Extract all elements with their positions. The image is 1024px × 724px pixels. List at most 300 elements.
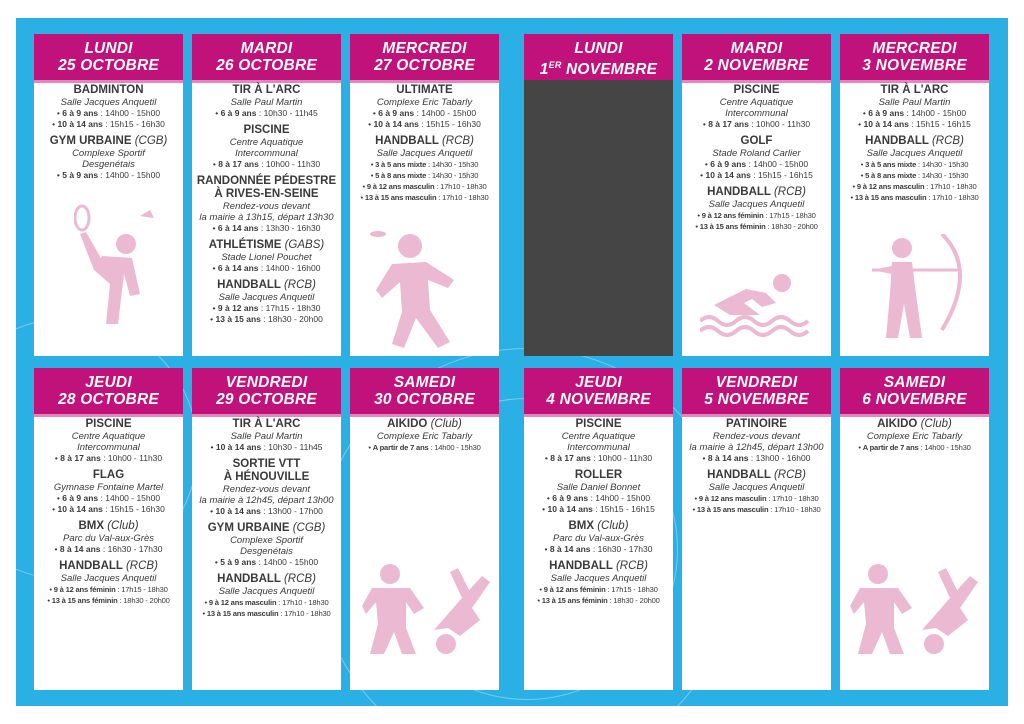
time-slot: • 6 à 14 ans : 13h30 - 16h30 (212, 223, 321, 233)
activity-name (684, 84, 829, 97)
day-card (192, 34, 341, 356)
slot-age: 9 à 12 ans masculin (366, 182, 435, 191)
slot-age: 6 à 9 ans (62, 493, 99, 503)
activity-name (526, 418, 671, 431)
activity-place: Desgenétais (240, 546, 293, 557)
time-slot: • 8 à 17 ans : 10h00 - 11h30 (544, 453, 653, 463)
activity-club: (Club) (920, 418, 952, 430)
activity-name (194, 522, 339, 535)
activity-title: GYM URBAINE (207, 522, 290, 534)
activity (194, 418, 339, 453)
time-slot: • 6 à 9 ans : 10h30 - 11h45 (215, 108, 318, 118)
slot-age: 5 à 8 ans mixte (375, 171, 427, 180)
slot-time: : 17h10 - 18h30 (768, 505, 821, 514)
activity-title: GOLF (740, 135, 773, 147)
time-slot: • 13 à 15 ans masculin : 17h10 - 18h30 (692, 505, 821, 514)
time-slot: • 13 à 15 ans : 18h30 - 20h00 (210, 314, 323, 324)
time-slot: • 10 à 14 ans : 15h15 - 16h15 (858, 119, 971, 129)
day-name: MARDI (240, 40, 293, 57)
activity-title: RANDONNÉE PÉDESTRE (196, 175, 337, 187)
time-slot: • 5 à 8 ans mixte : 14h30 - 15h30 (370, 171, 479, 180)
day-date: 28 OCTOBRE (58, 391, 159, 408)
activity-title: PISCINE (733, 84, 780, 96)
activity-place: Salle Jacques Anquetil (866, 148, 963, 159)
slot-time: : 10h30 - 11h45 (261, 442, 323, 452)
slot-time: : 13h30 - 16h30 (258, 223, 321, 233)
day-card (840, 34, 989, 356)
slot-age: A partir de 7 ans (862, 443, 919, 452)
slot-age: 8 à 14 ans (549, 544, 591, 554)
slot-age: 8 à 17 ans (708, 119, 749, 129)
activity-club: (RCB) (283, 279, 316, 291)
time-slot: • 10 à 14 ans : 15h15 - 16h30 (52, 119, 165, 129)
time-slot: • 9 à 12 ans masculin : 17h10 - 18h30 (204, 598, 329, 607)
activity-place: Salle Daniel Bonnet (556, 482, 641, 493)
day-header (192, 368, 341, 414)
time-slot: • A partir de 7 ans : 14h00 - 15h30 (368, 443, 481, 452)
archery-icon (862, 234, 972, 344)
activity (526, 418, 671, 464)
activity-place: Salle Jacques Anquetil (218, 292, 315, 303)
activity-title: HANDBALL (707, 186, 771, 198)
activity-place: Rendez-vous devant (222, 201, 311, 212)
time-slot: • 6 à 9 ans : 14h00 - 15h00 (546, 493, 651, 503)
day-name: MERCREDI (382, 40, 467, 57)
activity (684, 84, 829, 130)
slot-time: : 14h00 - 15h00 (256, 557, 319, 567)
day-date: 26 OCTOBRE (216, 57, 317, 74)
activity-club: (RCB) (441, 135, 474, 147)
time-slot: • 13 à 15 ans féminin : 18h30 - 20h00 (537, 596, 660, 605)
activity-title: HANDBALL (217, 573, 281, 585)
activity (36, 520, 181, 555)
activity-title-line2: À HÉNOUVILLE (223, 471, 310, 483)
slot-time: : 16h30 - 17h30 (100, 544, 163, 554)
time-slot: • 13 à 15 ans féminin : 18h30 - 20h00 (695, 222, 818, 231)
activity-club: (Club) (597, 520, 629, 532)
slot-age: 6 à 14 ans (217, 223, 259, 233)
slot-time: : 18h30 - 20h00 (765, 222, 818, 231)
activity-name (194, 175, 339, 188)
slot-age: 13 à 15 ans masculin (696, 505, 769, 514)
activity-club: (RCB) (125, 560, 158, 572)
slot-time: : 14h00 - 15h00 (904, 108, 967, 118)
activity-club: (RCB) (931, 135, 964, 147)
swimming-icon (700, 269, 810, 339)
time-slot: • 10 à 14 ans : 10h30 - 11h45 (210, 442, 323, 452)
activity (684, 135, 829, 181)
day-header (524, 34, 673, 80)
activity (36, 135, 181, 181)
day-name: JEUDI (85, 374, 132, 391)
slot-age: 10 à 14 ans (863, 119, 909, 129)
day-header (34, 34, 183, 80)
day-date: 1ER NOVEMBRE (539, 60, 658, 79)
slot-time: : 14h00 - 15h00 (98, 108, 161, 118)
closed-day-panel (524, 80, 673, 356)
activity-name (684, 135, 829, 148)
activity (352, 84, 497, 130)
slot-time: : 15h15 - 16h30 (102, 504, 165, 514)
day-date: 6 NOVEMBRE (862, 391, 967, 408)
day-card-closed (524, 34, 673, 356)
slot-age: 8 à 14 ans (707, 453, 749, 463)
slot-time: : 17h10 - 18h30 (926, 193, 979, 202)
activity-name (194, 573, 339, 586)
activity-place: Centre Aquatique (229, 137, 304, 148)
activity-title: HANDBALL (707, 469, 771, 481)
activity-place: Desgenétais (82, 159, 135, 170)
activity-place: la mairie à 12h45, départ 13h00 (689, 442, 824, 453)
activity-title: PISCINE (575, 418, 622, 430)
slot-time: : 15h15 - 16h15 (592, 504, 655, 514)
activity-title: HANDBALL (217, 279, 281, 291)
activity-title: FLAG (92, 469, 125, 481)
activity-place: Gymnase Fontaine Martel (53, 482, 164, 493)
slot-time: : 14h00 - 16h00 (258, 263, 321, 273)
activity (842, 135, 987, 203)
time-slot: • 10 à 14 ans : 15h15 - 16h15 (542, 504, 655, 514)
activity (194, 239, 339, 274)
slot-time: : 13h00 - 16h00 (748, 453, 811, 463)
slot-age: 9 à 12 ans masculin (856, 182, 925, 191)
activity-club: (GABS) (284, 239, 325, 251)
time-slot: • 9 à 12 ans masculin : 17h10 - 18h30 (694, 494, 819, 503)
time-slot: • 13 à 15 ans masculin : 17h10 - 18h30 (202, 609, 331, 618)
time-slot: • 8 à 14 ans : 16h30 - 17h30 (54, 544, 163, 554)
activity-name (36, 84, 181, 97)
activity (194, 84, 339, 119)
slot-age: 10 à 14 ans (373, 119, 419, 129)
slot-age: 9 à 12 ans féminin (701, 211, 764, 220)
badminton-icon (74, 204, 164, 344)
slot-time: : 17h10 - 18h30 (434, 182, 487, 191)
activity (194, 279, 339, 325)
time-slot: • 10 à 14 ans : 13h00 - 17h00 (210, 506, 323, 516)
activity-place: Rendez-vous devant (222, 484, 311, 495)
activity-place: Parc du Val-aux-Grès (553, 533, 644, 544)
activity-place: Stade Lionel Pouchet (221, 252, 312, 263)
slot-age: 5 à 9 ans (220, 557, 257, 567)
activity-name (352, 84, 497, 97)
time-slot: • 6 à 14 ans : 14h00 - 16h00 (212, 263, 321, 273)
activity-club: (CGB) (292, 522, 326, 534)
slot-age: 5 à 8 ans mixte (865, 171, 917, 180)
activity-name (526, 469, 671, 482)
activity (352, 418, 497, 453)
activity-place: la mairie à 13h15, départ 13h30 (199, 212, 334, 223)
day-name: JEUDI (575, 374, 622, 391)
time-slot: • 8 à 17 ans : 10h00 - 11h30 (702, 119, 811, 129)
day-card (34, 368, 183, 690)
slot-time: : 17h15 - 18h30 (605, 585, 658, 594)
slot-time: : 14h00 - 15h30 (918, 443, 971, 452)
activity-name (36, 560, 181, 573)
day-date: 3 NOVEMBRE (862, 57, 967, 74)
activity (36, 560, 181, 606)
activity-name (526, 560, 671, 573)
slot-age: 10 à 14 ans (215, 506, 261, 516)
slot-time: : 14h00 - 15h00 (98, 170, 161, 180)
slot-time: : 18h30 - 20h00 (607, 596, 660, 605)
day-header (524, 368, 673, 414)
activity-name (352, 135, 497, 148)
slot-age: 8 à 17 ans (218, 159, 259, 169)
activity-title: BMX (78, 520, 105, 532)
slot-age: 9 à 12 ans masculin (208, 598, 277, 607)
day-card (350, 368, 499, 690)
slot-age: 3 à 5 ans mixte (865, 160, 917, 169)
slot-age: 13 à 15 ans féminin (699, 222, 766, 231)
activity-title: AIKIDO (877, 418, 918, 430)
slot-time: : 14h30 - 15h30 (916, 160, 969, 169)
time-slot: • 8 à 14 ans : 13h00 - 16h00 (702, 453, 811, 463)
slot-age: 13 à 15 ans masculin (364, 193, 437, 202)
activity-title: ULTIMATE (396, 84, 453, 96)
aikido-icon (362, 558, 492, 658)
day-name: LUNDI (574, 40, 623, 57)
slot-time: : 17h10 - 18h30 (278, 609, 331, 618)
activity-title: PISCINE (85, 418, 132, 430)
activity (526, 520, 671, 555)
slot-time: : 10h00 - 11h30 (590, 453, 653, 463)
slot-age: 10 à 14 ans (57, 504, 103, 514)
time-slot: • 9 à 12 ans masculin : 17h10 - 18h30 (362, 182, 487, 191)
activity-title: TIR À L'ARC (232, 84, 301, 96)
time-slot: • 13 à 15 ans féminin : 18h30 - 20h00 (47, 596, 170, 605)
day-date: 25 OCTOBRE (58, 57, 159, 74)
calendar-frame (16, 18, 1008, 706)
activity-place: Salle Jacques Anquetil (60, 573, 157, 584)
day-header (840, 34, 989, 80)
activity-name (194, 279, 339, 292)
slot-age: 6 à 9 ans (552, 493, 589, 503)
time-slot: • 8 à 14 ans : 16h30 - 17h30 (544, 544, 653, 554)
day-name: LUNDI (84, 40, 133, 57)
activity-place: Intercommunal (77, 442, 140, 453)
activity-place: Salle Jacques Anquetil (218, 586, 315, 597)
day-header (350, 34, 499, 80)
activity-club: (RCB) (615, 560, 648, 572)
activity-club: (RCB) (773, 186, 806, 198)
activity-place: Intercommunal (567, 442, 630, 453)
activity (684, 469, 829, 515)
time-slot: • 5 à 9 ans : 14h00 - 15h00 (56, 170, 161, 180)
day-date: 27 OCTOBRE (374, 57, 475, 74)
activity-club: (CGB) (134, 135, 168, 147)
activity (842, 84, 987, 130)
day-header (840, 368, 989, 414)
day-card (682, 368, 831, 690)
activity-name (36, 520, 181, 533)
day-header (682, 368, 831, 414)
day-name: MERCREDI (872, 40, 957, 57)
slot-time: : 17h15 - 18h30 (763, 211, 816, 220)
activity-title: HANDBALL (59, 560, 123, 572)
slot-time: : 15h15 - 16h15 (750, 170, 813, 180)
activity-name (842, 135, 987, 148)
slot-time: : 15h15 - 16h15 (908, 119, 971, 129)
slot-age: 10 à 14 ans (705, 170, 751, 180)
activity-place: Salle Paul Martin (878, 97, 951, 108)
time-slot: • 10 à 14 ans : 15h15 - 16h30 (368, 119, 481, 129)
slot-time: : 10h30 - 11h45 (256, 108, 318, 118)
activity-title: HANDBALL (375, 135, 439, 147)
slot-age: A partir de 7 ans (372, 443, 429, 452)
slot-time: : 17h10 - 18h30 (924, 182, 977, 191)
activity-place: Complexe Sportif (230, 535, 303, 546)
activity-place: Salle Jacques Anquetil (550, 573, 647, 584)
activity (684, 186, 829, 232)
activity-place: Centre Aquatique (561, 431, 636, 442)
day-card (682, 34, 831, 356)
day-name: MARDI (730, 40, 783, 57)
day-card (350, 34, 499, 356)
slot-time: : 10h00 - 11h30 (748, 119, 811, 129)
slot-age: 13 à 15 ans (215, 314, 261, 324)
day-name: SAMEDI (883, 374, 946, 391)
activity-place: Complexe Eric Tabarly (866, 431, 963, 442)
day-date: 5 NOVEMBRE (704, 391, 809, 408)
slot-time: : 10h00 - 11h30 (258, 159, 321, 169)
slot-time: : 14h30 - 15h30 (916, 171, 969, 180)
slot-age: 9 à 12 ans féminin (53, 585, 116, 594)
time-slot: • 6 à 9 ans : 14h00 - 15h00 (372, 108, 477, 118)
slot-time: : 17h15 - 18h30 (258, 303, 321, 313)
activity-title: HANDBALL (549, 560, 613, 572)
time-slot: • 8 à 17 ans : 10h00 - 11h30 (54, 453, 163, 463)
slot-age: 13 à 15 ans féminin (541, 596, 608, 605)
slot-age: 13 à 15 ans masculin (854, 193, 927, 202)
day-date: 4 NOVEMBRE (546, 391, 651, 408)
activity-name (684, 418, 829, 431)
time-slot: • 9 à 12 ans féminin : 17h15 - 18h30 (49, 585, 168, 594)
activity-title: HANDBALL (865, 135, 929, 147)
activity-place: Salle Jacques Anquetil (376, 148, 473, 159)
activity-name (842, 418, 987, 431)
slot-age: 6 à 9 ans (378, 108, 415, 118)
slot-age: 10 à 14 ans (57, 119, 103, 129)
time-slot: • 3 à 5 ans mixte : 14h30 - 15h30 (370, 160, 479, 169)
activity-title: PATINOIRE (726, 418, 787, 430)
day-card (34, 34, 183, 356)
time-slot: • 5 à 8 ans mixte : 14h30 - 15h30 (860, 171, 969, 180)
activity-name (684, 469, 829, 482)
time-slot: • 6 à 9 ans : 14h00 - 15h00 (704, 159, 809, 169)
slot-age: 10 à 14 ans (547, 504, 593, 514)
day-date: 30 OCTOBRE (374, 391, 475, 408)
slot-age: 8 à 17 ans (550, 453, 591, 463)
activity-name (194, 84, 339, 97)
activity-place: Salle Jacques Anquetil (708, 199, 805, 210)
activity (36, 469, 181, 515)
activity-name (526, 520, 671, 533)
slot-age: 8 à 14 ans (59, 544, 101, 554)
day-card (840, 368, 989, 690)
activity-place: Centre Aquatique (719, 97, 794, 108)
activity (36, 418, 181, 464)
activity-name (684, 186, 829, 199)
slot-time: : 18h30 - 20h00 (260, 314, 323, 324)
activity-place: Complexe Eric Tabarly (376, 97, 473, 108)
activity (352, 135, 497, 203)
activity (526, 560, 671, 606)
activity (194, 175, 339, 234)
time-slot: • 9 à 12 ans : 17h15 - 18h30 (212, 303, 321, 313)
slot-time: : 14h00 - 15h00 (414, 108, 477, 118)
activity (194, 124, 339, 170)
slot-age: 9 à 12 ans féminin (543, 585, 606, 594)
activity-name (194, 124, 339, 137)
activity-name (194, 239, 339, 252)
activity-place: Salle Jacques Anquetil (60, 97, 157, 108)
time-slot: • 3 à 5 ans mixte : 14h30 - 15h30 (860, 160, 969, 169)
activity-place: Stade Roland Carlier (712, 148, 801, 159)
slot-time: : 17h10 - 18h30 (766, 494, 819, 503)
activity-place: Complexe Sportif (72, 148, 145, 159)
activity-title: ROLLER (574, 469, 623, 481)
activity (842, 418, 987, 453)
activity-title: BMX (568, 520, 595, 532)
activity-title: AIKIDO (387, 418, 428, 430)
time-slot: • 10 à 14 ans : 15h15 - 16h30 (52, 504, 165, 514)
time-slot: • 5 à 9 ans : 14h00 - 15h00 (214, 557, 319, 567)
activity-place: Intercommunal (725, 108, 788, 119)
activity-place: Complexe Eric Tabarly (376, 431, 473, 442)
activity-name (842, 84, 987, 97)
slot-age: 13 à 15 ans féminin (51, 596, 118, 605)
activity-place: Parc du Val-aux-Grès (63, 533, 154, 544)
slot-age: 6 à 9 ans (868, 108, 905, 118)
time-slot: • 13 à 15 ans masculin : 17h10 - 18h30 (850, 193, 979, 202)
activity-place: Salle Jacques Anquetil (708, 482, 805, 493)
day-card (192, 368, 341, 690)
slot-age: 9 à 12 ans masculin (698, 494, 767, 503)
activity-title: PISCINE (243, 124, 290, 136)
slot-age: 10 à 14 ans (215, 442, 262, 452)
activity (684, 418, 829, 464)
activity-name (194, 418, 339, 431)
activity-place: Salle Paul Martin (230, 431, 303, 442)
activity-club: (RCB) (283, 573, 316, 585)
activity-title: GYM URBAINE (49, 135, 132, 147)
activity-name (36, 469, 181, 482)
time-slot: • 9 à 12 ans féminin : 17h15 - 18h30 (697, 211, 816, 220)
slot-age: 8 à 17 ans (60, 453, 101, 463)
day-header (350, 368, 499, 414)
activity (194, 458, 339, 517)
slot-time: : 14h00 - 15h00 (98, 493, 161, 503)
activity (194, 573, 339, 619)
activity-place: Centre Aquatique (71, 431, 146, 442)
slot-age: 6 à 14 ans (217, 263, 259, 273)
activity-name (36, 418, 181, 431)
time-slot: • 10 à 14 ans : 15h15 - 16h15 (700, 170, 813, 180)
activity-name (194, 458, 339, 471)
slot-age: 9 à 12 ans (217, 303, 259, 313)
slot-time: : 14h00 - 15h00 (746, 159, 809, 169)
activity-title: TIR À L'ARC (880, 84, 949, 96)
slot-time: : 15h15 - 16h30 (102, 119, 165, 129)
activity (36, 84, 181, 130)
slot-time: : 14h00 - 15h30 (428, 443, 481, 452)
activity-place: Rendez-vous devant (712, 431, 801, 442)
time-slot: • 9 à 12 ans masculin : 17h10 - 18h30 (852, 182, 977, 191)
day-name: SAMEDI (393, 374, 456, 391)
slot-age: 6 à 9 ans (710, 159, 747, 169)
day-date: 29 OCTOBRE (216, 391, 317, 408)
slot-time: : 14h30 - 15h30 (426, 171, 479, 180)
